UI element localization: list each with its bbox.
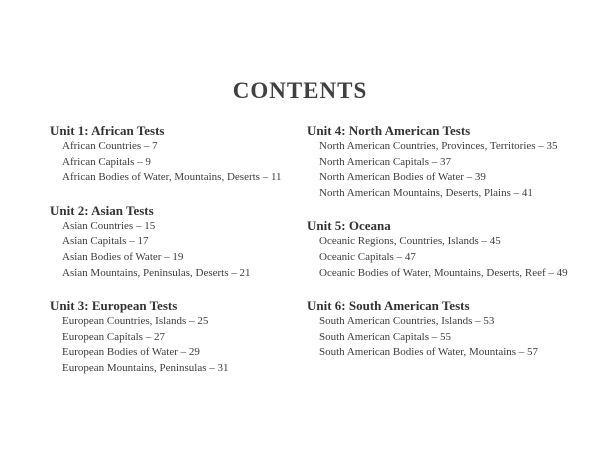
unit-section [307, 123, 597, 201]
unit-entry: Oceanic Bodies of Water, Mountains, Deserts, Reef – 49 [319, 266, 568, 279]
unit-heading: Unit 6: South American Tests [307, 298, 470, 314]
unit-entry: African Capitals – 9 [62, 155, 151, 168]
unit-entry: North American Capitals – 37 [319, 155, 451, 168]
right-column [307, 123, 597, 378]
unit-heading: Unit 2: Asian Tests [50, 202, 154, 218]
unit-section [307, 298, 597, 361]
unit-entry: African Bodies of Water, Mountains, Deserts – 11 [62, 171, 282, 184]
unit-entry: African Countries – 7 [62, 140, 158, 152]
unit-entry: European Capitals – 27 [62, 330, 165, 343]
unit-entry: European Mountains, Peninsulas – 31 [62, 361, 229, 374]
unit-entry: North American Mountains, Deserts, Plains – 41 [319, 186, 533, 199]
unit-heading: Unit 3: European Tests [50, 298, 178, 314]
unit-entry: Asian Countries – 15 [62, 219, 156, 232]
unit-section [50, 123, 300, 186]
unit-entry: Asian Capitals – 17 [62, 235, 149, 248]
left-column [50, 123, 300, 394]
unit-entry: Asian Mountains, Peninsulas, Deserts – 21 [62, 266, 251, 279]
unit-entry: South American Countries, Islands – 53 [319, 315, 495, 328]
unit-section [50, 203, 300, 281]
unit-entry: North American Bodies of Water – 39 [319, 171, 486, 184]
unit-heading: Unit 4: North American Tests [307, 123, 471, 138]
unit-entry: European Countries, Islands – 25 [62, 315, 209, 328]
unit-entry: Oceanic Capitals – 47 [319, 250, 416, 263]
unit-entry: North American Countries, Provinces, Territories – 35 [319, 140, 558, 152]
unit-heading: Unit 5: Oceana [307, 218, 391, 234]
unit-section [50, 298, 300, 376]
unit-heading: Unit 1: African Tests [50, 123, 165, 138]
unit-section [307, 218, 597, 281]
page-title: CONTENTS [232, 78, 368, 103]
unit-entry: Asian Bodies of Water – 19 [62, 250, 184, 263]
unit-entry: Oceanic Regions, Countries, Islands – 45 [319, 235, 501, 248]
unit-entry: European Bodies of Water – 29 [62, 346, 200, 359]
unit-entry: South American Bodies of Water, Mountains – 57 [319, 346, 539, 359]
unit-entry: South American Capitals – 55 [319, 330, 451, 343]
